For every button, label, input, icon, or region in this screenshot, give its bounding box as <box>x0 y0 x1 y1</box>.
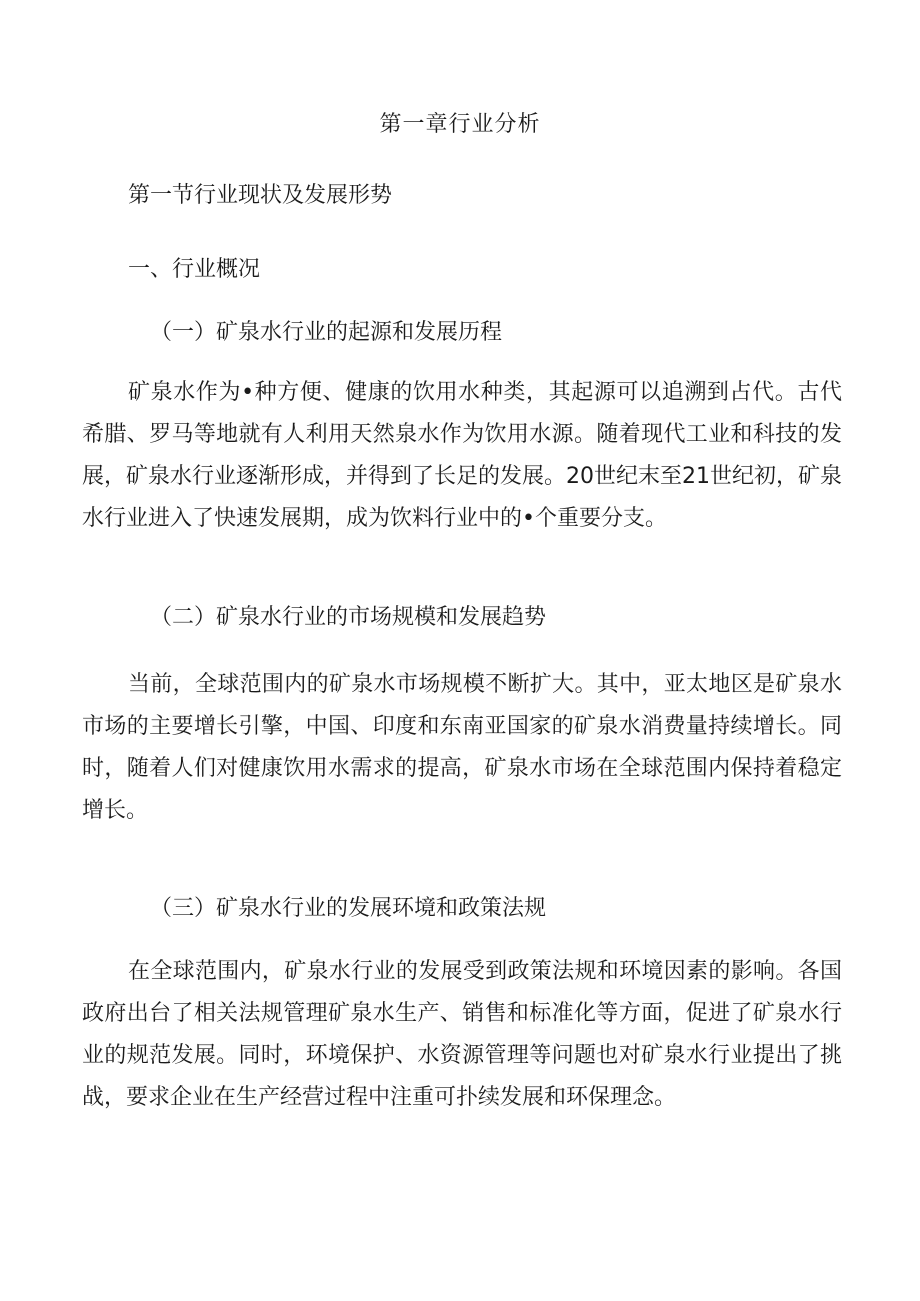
item-heading-market: （二）矿泉水行业的市场规模和发展趋势 <box>150 605 547 630</box>
item-heading-origin: （一）矿泉水行业的起源和发展历程 <box>150 320 503 345</box>
subsection-title: 一、行业概况 <box>128 257 261 282</box>
paragraph-market: 当前，全球范围内的矿泉水市场规模不断扩大。其中，亚太地区是矿泉水市场的主要增长引擎，中国、印度和东南亚国家的矿泉水消费量持续增长。同时，随着人们对健康饮用水需求的提高，矿泉水市场在全球范围内保持着稳定增长。 <box>82 672 842 823</box>
section-title: 第一节行业现状及发展形势 <box>128 183 393 208</box>
paragraph-policy: 在全球范围内，矿泉水行业的发展受到政策法规和环境因素的影响。各国政府出台了相关法规管理矿泉水生产、销售和标准化等方面，促进了矿泉水行业的规范发展。同时，环境保护、水资源管理等问题也对矿泉水行业提出了挑战，要求企业在生产经营过程中注重可扑续发展和环保理念。 <box>82 959 842 1110</box>
chapter-title: 第一章行业分析 <box>379 112 541 137</box>
paragraph-origin: 矿泉水作为•种方便、健康的饮用水种类，其起源可以追溯到占代。古代希腊、罗马等地就有人利用天然泉水作为饮用水源。随着现代工业和科技的发展，矿泉水行业逐渐形成，并得到了长足的发展。20世纪末至21世纪初，矿泉水行业进入了快速发展期，成为饮料行业中的•个重要分支。 <box>82 380 842 531</box>
item-heading-policy: （三）矿泉水行业的发展环境和政策法规 <box>150 896 547 921</box>
